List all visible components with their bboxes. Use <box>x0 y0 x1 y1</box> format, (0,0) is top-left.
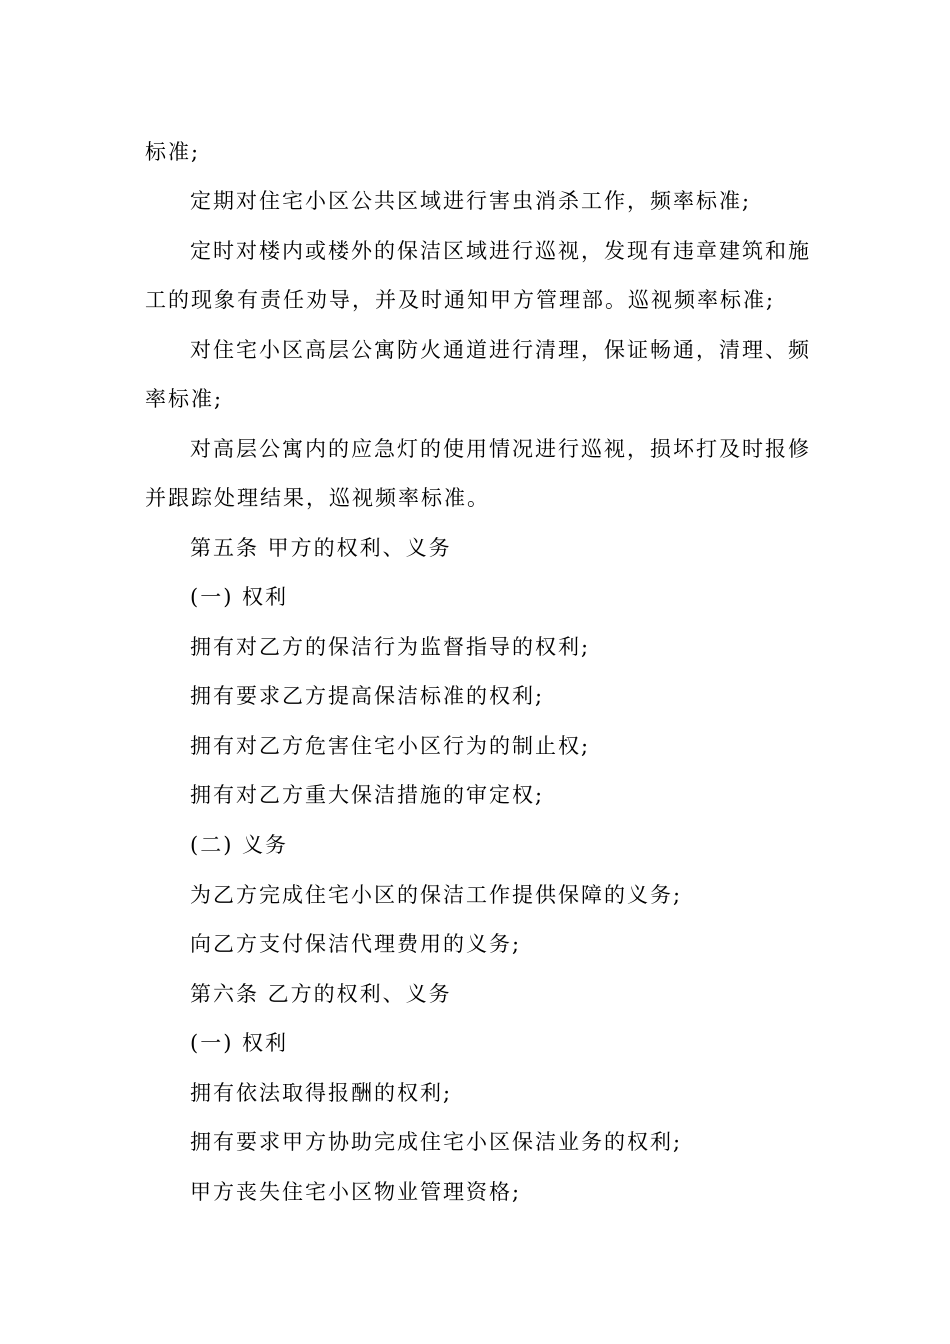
text-line: 拥有要求甲方协助完成住宅小区保洁业务的权利; <box>190 1130 683 1154</box>
section-heading: 第五条 甲方的权利、义务 <box>190 536 452 560</box>
text-line: 工的现象有责任劝导，并及时通知甲方管理部。巡视频率标准; <box>145 288 776 312</box>
section-heading: 第六条 乙方的权利、义务 <box>190 982 452 1006</box>
text-line: 拥有对乙方危害住宅小区行为的制止权; <box>190 734 591 758</box>
text-line: 甲方丧失住宅小区物业管理资格; <box>190 1180 522 1204</box>
text-line: 拥有对乙方重大保洁措施的审定权; <box>190 783 545 807</box>
text-line: 拥有要求乙方提高保洁标准的权利; <box>190 684 545 708</box>
text-line: 为乙方完成住宅小区的保洁工作提供保障的义务; <box>190 883 683 907</box>
subsection-heading: (一) 权利 <box>190 1031 289 1055</box>
text-line: 率标准; <box>145 387 224 411</box>
text-line: 定时对楼内或楼外的保洁区域进行巡视，发现有违章建筑和施 <box>190 239 811 263</box>
subsection-heading: (二) 义务 <box>190 833 289 857</box>
text-line: 对住宅小区高层公寓防火通道进行清理，保证畅通，清理、频 <box>190 338 811 362</box>
text-line: 拥有对乙方的保洁行为监督指导的权利; <box>190 635 591 659</box>
subsection-heading: (一) 权利 <box>190 585 289 609</box>
text-line: 拥有依法取得报酬的权利; <box>190 1081 453 1105</box>
text-line: 向乙方支付保洁代理费用的义务; <box>190 932 522 956</box>
text-line: 并跟踪处理结果，巡视频率标准。 <box>145 486 490 510</box>
text-line: 定期对住宅小区公共区域进行害虫消杀工作，频率标准; <box>190 189 752 213</box>
text-line: 标准; <box>145 140 201 164</box>
text-line: 对高层公寓内的应急灯的使用情况进行巡视，损坏打及时报修 <box>190 437 811 461</box>
